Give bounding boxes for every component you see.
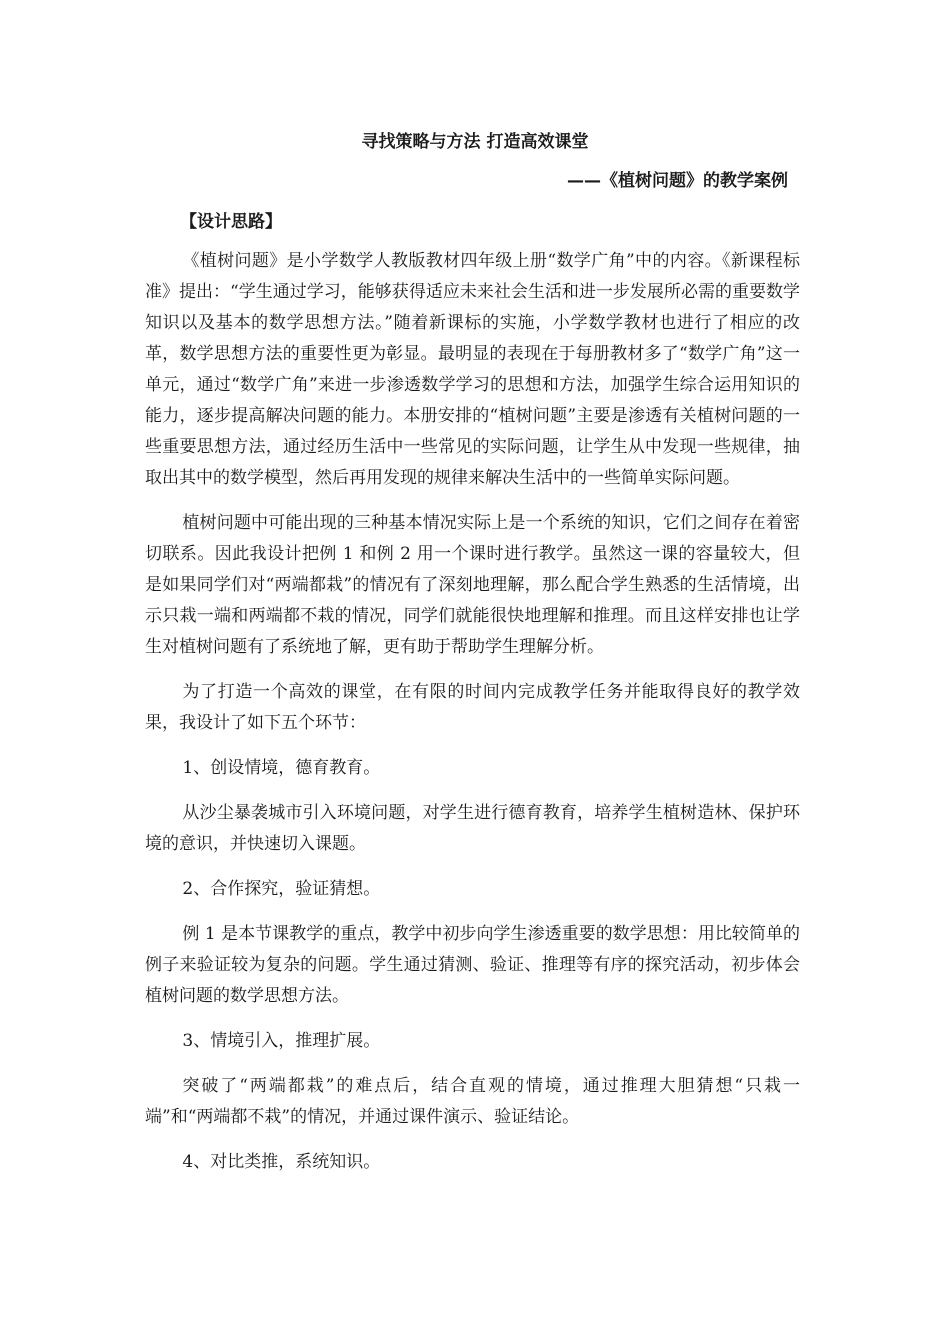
step-text-1: 从沙尘暴袭城市引入环境问题，对学生进行德育教育，培养学生植树造林、保护环境的意识，并快速切入课题。 <box>145 803 800 854</box>
step-heading-4: 4、对比类推，系统知识。 <box>182 1152 381 1172</box>
document-body <box>145 246 800 1192</box>
document-title: 寻找策略与方法 打造高效课堂 <box>361 132 589 152</box>
step-heading-3: 3、情境引入，推理扩展。 <box>182 1031 381 1051</box>
step-heading-1: 1、创设情境，德育教育。 <box>182 758 381 778</box>
document-subtitle: ——《植树问题》的教学案例 <box>567 171 788 191</box>
paragraph-lesson-plan: 植树问题中可能出现的三种基本情况实际上是一个系统的知识，它们之间存在着密切联系。因此我设计把例 1 和例 2 用一个课时进行教学。虽然这一课的容量较大，但是如果同学们对“两端都栽”的情况有了深刻地理解，那么配合学生熟悉的生活情境，出示只栽一端和两端都不栽的情况，同学们就能很快地理解和推理。而且这样安排也让学生对植树问题有了系统地了解，更有助于帮助学生理解分析。 <box>145 513 800 657</box>
section-heading-design-idea: 【设计思路】 <box>180 212 282 232</box>
paragraph-five-steps: 为了打造一个高效的课堂，在有限的时间内完成教学任务并能取得良好的教学效果，我设计了如下五个环节： <box>145 682 800 733</box>
step-text-2: 例 1 是本节课教学的重点，教学中初步向学生渗透重要的数学思想：用比较简单的例子来验证较为复杂的问题。学生通过猜测、验证、推理等有序的探究活动，初步体会植树问题的数学思想方法。 <box>145 924 800 1006</box>
step-heading-2: 2、合作探究，验证猜想。 <box>182 879 381 899</box>
step-text-3: 突破了“两端都栽”的难点后，结合直观的情境，通过推理大胆猜想“只栽一端”和“两端都不栽”的情况，并通过课件演示、验证结论。 <box>145 1076 800 1127</box>
paragraph-intro: 《植树问题》是小学数学人教版教材四年级上册“数学广角”中的内容。《新课程标准》提出：“学生通过学习，能够获得适应未来社会生活和进一步发展所必需的重要数学知识以及基本的数学思想方法。”随着新课标的实施，小学数学教材也进行了相应的改革，数学思想方法的重要性更为彰显。最明显的表现在于每册教材多了“数学广角”这一单元，通过“数学广角”来进一步渗透数学学习的思想和方法，加强学生综合运用知识的能力，逐步提高解决问题的能力。本册安排的“植树问题”主要是渗透有关植树问题的一些重要思想方法，通过经历生活中一些常见的实际问题，让学生从中发现一些规律，抽取出其中的数学模型，然后再用发现的规律来解决生活中的一些简单实际问题。 <box>145 251 800 488</box>
